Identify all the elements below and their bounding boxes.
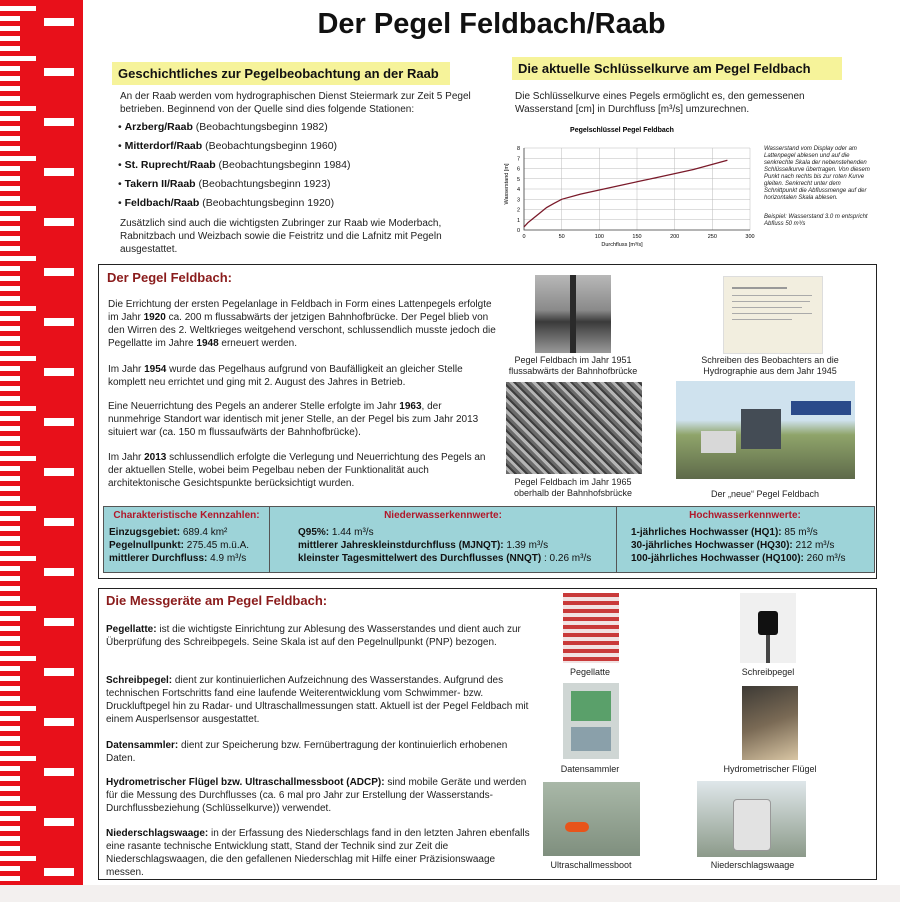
ruler-tick [0,496,20,501]
key-value-row: Pegelnullpunkt: 275.45 m.ü.A. [109,540,250,551]
ruler-tick [0,806,36,811]
key-values-low-water [270,507,617,572]
ruler-tick [0,816,20,821]
list-item: • Feldbach/Raab (Beobachtungsbeginn 1920) [118,197,335,209]
caption-schreibpegel: Schreibpegel [741,667,795,677]
ruler-tick [0,416,20,421]
ruler-label-block [44,168,74,176]
ruler-tick [0,6,36,11]
ruler-tick [0,336,20,341]
ruler-label-block [44,768,74,776]
photo-fluegel [742,686,798,760]
key-value-row: kleinster Tagesmittelwert des Durchflusses (NNQT) : 0.26 m³/s [298,553,592,564]
list-item: • Arzberg/Raab (Beobachtungsbeginn 1982) [118,121,328,133]
ruler-label-block [44,818,74,826]
ruler-tick [0,226,20,231]
ruler-tick [0,446,20,451]
device-schreibpegel: Schreibpegel: dient zur kontinuierlichen Aufzeichnung des Wasserstandes. Aufgrund des technischen Fortschritts fand eine laufende Weiterentwicklung vom Schwimmer- bzw. Druckluftpegel hin zu Radar- und Ultraschallmessungen statt. Aktuell ist der Pegel Feldbach mit einem Ausperlsensor ausgestattet. [106,675,529,725]
ruler-tick [0,556,36,561]
ruler-tick [0,26,20,31]
ruler-label-block [44,518,74,526]
ruler-tick [0,436,20,441]
chart-x-tick-label: 300 [745,234,755,240]
rating-curve-chart [500,122,800,252]
station-list [118,118,478,213]
ruler-tick [0,136,20,141]
ruler-tick [0,846,20,851]
ruler-tick [0,856,36,861]
ruler-tick [0,596,20,601]
ruler-tick [0,386,20,391]
ruler-label-block [44,68,74,76]
ruler-label-block [44,718,74,726]
caption-datensammler: Datensammler [560,764,620,774]
ruler-tick [0,196,20,201]
ruler-tick [0,776,20,781]
ruler-tick [0,736,20,741]
curve-example: Beispiel: Wasserstand 3.0 m entspricht Abfluss 50 m³/s [764,214,868,227]
chart-y-tick-label: 5 [516,176,520,183]
ruler-tick [0,516,20,521]
photo-pegel-1951 [535,275,611,353]
ruler-tick [0,96,20,101]
key-value-row: Einzugsgebiet: 689.4 km² [109,527,228,538]
history-heading: Geschichtliches zur Pegelbeobachtung an der Raab [112,62,450,85]
key-value-row: mittlerer Durchfluss: 4.9 m³/s [109,553,247,564]
ruler-tick [0,56,36,61]
ruler-tick [0,546,20,551]
ruler-tick [0,426,20,431]
gauge-ruler-decoration [0,0,83,902]
caption-ultraschallmessboot: Ultraschallmessboot [550,860,632,870]
curve-heading: Die aktuelle Schlüsselkurve am Pegel Feldbach [512,57,842,80]
feldbach-paragraph-4: Im Jahr 2013 schlussendlich erfolgte die Verlegung und Neuerrichtung des Pegels an der aktuellen Stelle, wobei beim Pegelbau neben der Funktionalität auch architektonische Gesichtspunkte berücksichtigt wurden. [108,452,486,489]
ruler-tick [0,836,20,841]
photo-new-pegel [676,381,855,479]
caption-pegel-1965: Pegel Feldbach im Jahr 1965 oberhalb der Bahnhofsbrücke [513,477,633,498]
ruler-tick [0,66,20,71]
characteristic-heading: Charakteristische Kennzahlen: [113,510,260,521]
caption-fluegel: Hydrometrischer Flügel [723,764,817,774]
ruler-tick [0,406,36,411]
ruler-tick [0,676,20,681]
rating-curve-line [524,160,727,227]
ruler-tick [0,266,20,271]
curve-side-note: Wasserstand vom Display oder am Lattenpegel ablesen und auf die senkrechte Skala der nebenstehenden Schlüsselkurve übertragen. Von diesem Punkt nach rechts bis zur roten Kurve gleiten. Senkrecht unter dem Schnittpunkt die Abflussmenge auf der horizontalen Skala ablesen. [764,146,870,201]
ruler-tick [0,766,20,771]
photo-ultraschallmessboot [543,782,640,856]
ruler-tick [0,656,36,661]
feldbach-paragraph-1: Die Errichtung der ersten Pegelanlage in Feldbach in Form eines Lattenpegels erfolgte im Jahr 1920 ca. 200 m flussabwärts der jetzigen Bahnhofbrücke. Der Pegel blieb von den Wirren des 2. Weltkrieges weitgehend verschont, schlussendlich musste jedoch die Pegellatte im Jahre 1948 erneuert werden. [108,299,496,349]
device-datensammler: Datensammler: dient zur Speicherung bzw. Fernübertragung der kontinuierlich erhobenen Daten. [106,740,508,764]
chart-y-tick-label: 1 [516,217,520,224]
chart-y-tick-label: 4 [516,187,520,193]
ruler-tick [0,76,20,81]
ruler-tick [0,616,20,621]
ruler-tick [0,866,20,871]
key-value-row: 1-jährliches Hochwasser (HQ1): 85 m³/s [631,527,818,538]
ruler-tick [0,316,20,321]
ruler-tick [0,876,20,881]
ruler-tick [0,36,20,41]
ruler-label-block [44,18,74,26]
ruler-tick [0,306,36,311]
ruler-label-block [44,468,74,476]
caption-pegel-1951: Pegel Feldbach im Jahr 1951 flussabwärts der Bahnhofbrücke [508,355,638,376]
ruler-tick [0,86,20,91]
ruler-label-block [44,418,74,426]
device-pegellatte: Pegellatte: ist die wichtigste Einrichtung zur Ablesung des Wasserstandes und dient auch zur Überprüfung des Schreibpegels. Seine Skala ist auf den Pegelnullpunkt (PNP) bezogen. [106,624,521,648]
ruler-tick [0,726,20,731]
chart-x-tick-label: 150 [632,234,642,240]
ruler-label-block [44,218,74,226]
ruler-label-block [44,668,74,676]
ruler-tick [0,476,20,481]
chart-y-tick-label: 7 [516,156,520,163]
device-fluegel-adcp: Hydrometrischer Flügel bzw. Ultraschallmessboot (ADCP): sind mobile Geräte und werden für die Messung des Durchflusses (ca. 6 mal pro Jahr zur Erstellung der Wasserstands- Durchflussbeziehung (Schlüsselkurve)) verwendet. [106,777,527,814]
device-niederschlagswaage: Niederschlagswaage: in der Erfassung des Niederschlags fand in den letzten Jahren ebenfalls eine rasante technische Entwicklung statt, Stand der Technik sind zur Zeit die Niederschlagswaagen, die den gefallenen Niederschlag mit Hilfe einer Präzisionswaage messen. [106,828,530,878]
key-values-characteristic [104,507,270,572]
ruler-tick [0,186,20,191]
ruler-label-block [44,868,74,876]
ruler-tick [0,826,20,831]
chart-x-tick-label: 100 [594,234,604,240]
key-value-row: Q95%: 1.44 m³/s [298,527,374,538]
caption-new-pegel: Der „neue“ Pegel Feldbach [710,489,820,499]
list-item: • St. Ruprecht/Raab (Beobachtungsbeginn 1984) [118,159,351,171]
ruler-tick [0,116,20,121]
devices-heading: Die Messgeräte am Pegel Feldbach: [106,593,328,608]
photo-observer-letter [723,276,823,354]
ruler-tick [0,666,20,671]
ruler-tick [0,796,20,801]
ruler-label-block [44,568,74,576]
ruler-tick [0,166,20,171]
low-water-heading: Niederwasserkennwerte: [384,510,502,521]
feldbach-paragraph-3: Eine Neuerrichtung des Pegels an anderer Stelle erfolgte im Jahr 1963, der nunmehrige Standort war identisch mit jener Stelle, an der Pegel bis zum Jahr 2013 situiert war (ca. 150 m flussaufwärts der Bahnhofbrücke). [108,401,479,438]
caption-pegellatte: Pegellatte [569,667,611,677]
list-item: • Mitterdorf/Raab (Beobachtungsbeginn 1960) [118,140,338,152]
history-intro: An der Raab werden vom hydrographischen Dienst Steiermark zur Zeit 5 Pegel betrieben. Beginnend von der Quelle sind dies folgende Stationen: [120,91,471,115]
ruler-tick [0,256,36,261]
ruler-tick [0,686,20,691]
ruler-tick [0,626,20,631]
chart-title: Pegelschlüssel Pegel Feldbach [570,127,674,134]
ruler-tick [0,456,36,461]
ruler-tick [0,246,20,251]
ruler-label-block [44,118,74,126]
photo-datensammler [563,683,619,759]
ruler-tick [0,46,20,51]
ruler-tick [0,276,20,281]
ruler-tick [0,346,20,351]
ruler-label-block [44,368,74,376]
ruler-tick [0,326,20,331]
curve-text: Die Schlüsselkurve eines Pegels ermöglicht es, den gemessenen Wasserstand [cm] in Durchfluss [m³/s] umzurechnen. [515,91,805,115]
ruler-tick [0,106,36,111]
ruler-tick [0,466,20,471]
ruler-tick [0,486,20,491]
ruler-tick [0,376,20,381]
ruler-tick [0,366,20,371]
chart-y-tick-label: 6 [516,166,520,173]
ruler-tick [0,146,20,151]
ruler-tick [0,236,20,241]
chart-y-tick-label: 2 [516,207,520,214]
ruler-tick [0,786,20,791]
key-values-high-water [617,507,873,572]
chart-xlabel: Durchfluss [m³/s] [601,242,643,248]
high-water-heading: Hochwasserkennwerte: [689,510,801,521]
ruler-label-block [44,318,74,326]
photo-pegellatte [563,593,619,663]
chart-x-tick-label: 250 [707,234,717,240]
list-item: • Takern II/Raab (Beobachtungsbeginn 1923) [118,178,331,190]
ruler-tick [0,396,20,401]
ruler-tick [0,636,20,641]
ruler-tick [0,206,36,211]
photo-schreibpegel [740,593,796,663]
ruler-tick [0,566,20,571]
ruler-tick [0,606,36,611]
ruler-label-block [44,618,74,626]
photo-pegel-1965 [506,382,642,474]
chart-y-tick-label: 8 [516,146,520,152]
page-footer-strip [0,885,900,902]
chart-y-tick-label: 0 [516,228,520,234]
photo-niederschlagswaage [697,781,806,857]
ruler-tick [0,526,20,531]
ruler-tick [0,286,20,291]
key-value-row: mittlerer Jahreskleinstdurchfluss (MJNQT): 1.39 m³/s [298,540,549,551]
ruler-label-block [44,268,74,276]
caption-observer-letter: Schreiben des Beobachters an die Hydrographie aus dem Jahr 1945 [701,355,839,376]
caption-niederschlagswaage: Niederschlagswaage [710,860,795,870]
chart-x-tick-label: 0 [522,234,526,240]
ruler-tick [0,296,20,301]
ruler-tick [0,716,20,721]
ruler-tick [0,156,36,161]
ruler-tick [0,696,20,701]
ruler-tick [0,706,36,711]
ruler-tick [0,746,20,751]
ruler-tick [0,586,20,591]
ruler-tick [0,356,36,361]
feldbach-heading: Der Pegel Feldbach: [107,270,232,285]
ruler-tick [0,506,36,511]
ruler-tick [0,576,20,581]
ruler-tick [0,126,20,131]
ruler-tick [0,646,20,651]
page-title: Der Pegel Feldbach/Raab [317,8,666,40]
chart-y-tick-label: 3 [516,197,520,204]
key-values-panel [103,506,875,573]
ruler-tick [0,536,20,541]
ruler-tick [0,16,20,21]
history-outro: Zusätzlich sind auch die wichtigsten Zubringer zur Raab wie Moderbach, Rabnitzbach und Weizbach sowie die Feistritz und die Lafnitz mit Pegeln ausgestattet. [120,218,442,255]
key-value-row: 100-jährliches Hochwasser (HQ100): 260 m³/s [631,553,846,564]
ruler-tick [0,756,36,761]
chart-x-tick-label: 50 [558,234,565,240]
chart-x-tick-label: 200 [670,234,680,240]
feldbach-paragraph-2: Im Jahr 1954 wurde das Pegelhaus aufgrund von Baufälligkeit an gleicher Stelle komplett neu errichtet und ging mit 2. August des Jahres in Betrieb. [108,364,463,388]
ruler-tick [0,176,20,181]
chart-ylabel: Wasserstand [m] [504,163,510,205]
ruler-tick [0,216,20,221]
key-value-row: 30-jährliches Hochwasser (HQ30): 212 m³/s [631,540,835,551]
